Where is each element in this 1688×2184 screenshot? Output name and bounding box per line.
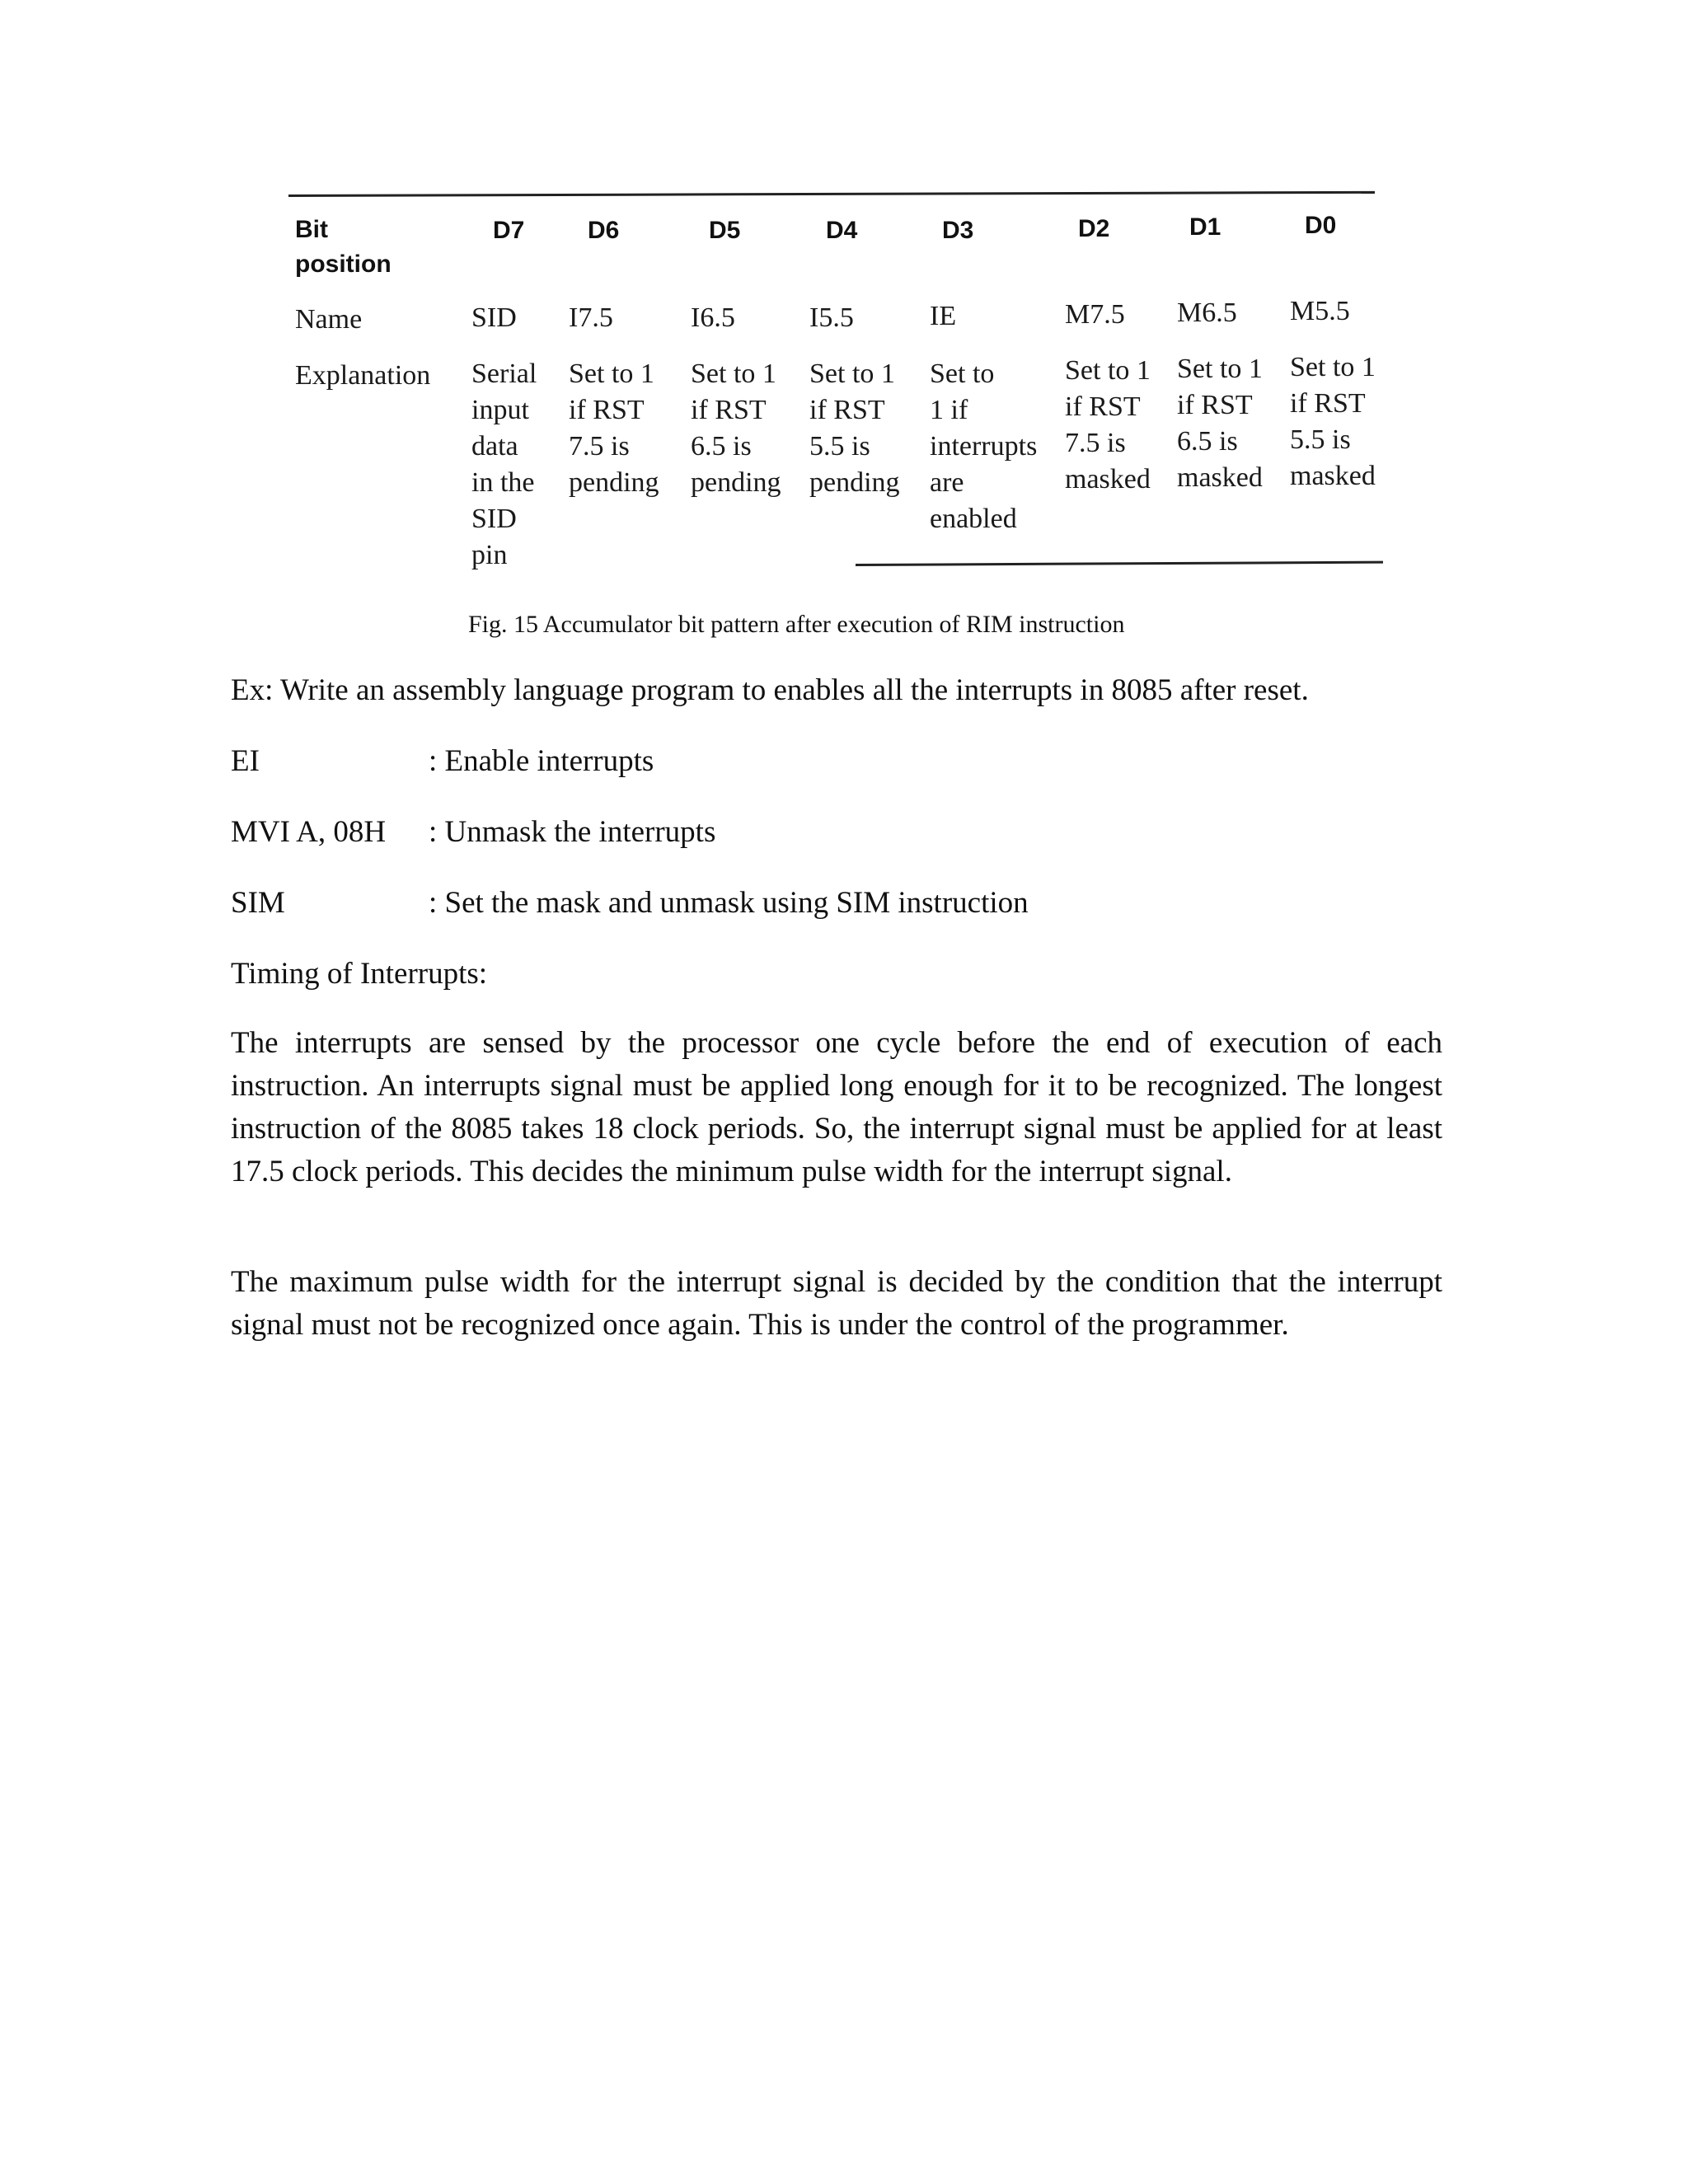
instruction-comment: : Set the mask and unmask using SIM instruction	[429, 886, 1029, 920]
timing-paragraph-2: The maximum pulse width for the interrupt signal is decided by the condition that the interrupt signal must not be recognized once again. This is under the control of the programmer.	[231, 1265, 1442, 1342]
explanation-d1: Set to 1 if RST 6.5 is masked	[1177, 354, 1263, 493]
explanation-d5: Set to 1 if RST 6.5 is pending	[691, 359, 781, 498]
rim-bit-pattern-figure	[288, 188, 1385, 583]
header-d7: D7	[493, 217, 525, 244]
instruction-opcode: EI	[231, 744, 260, 778]
explanation-d6: Set to 1 if RST 7.5 is pending	[569, 359, 659, 498]
explanation-d4: Set to 1 if RST 5.5 is pending	[809, 359, 900, 498]
header-d1: D1	[1189, 213, 1221, 241]
figure-caption: Fig. 15 Accumulator bit pattern after execution of RIM instruction	[468, 611, 1125, 638]
instruction-opcode: SIM	[231, 886, 285, 920]
name-d6: I7.5	[569, 302, 613, 333]
instruction-opcode: MVI A, 08H	[231, 815, 387, 849]
name-d5: I6.5	[691, 302, 735, 333]
header-d2: D2	[1078, 215, 1110, 242]
explanation-d7: Serial input data in the SID pin	[471, 359, 537, 570]
section-heading-timing: Timing of Interrupts:	[231, 957, 488, 991]
example-question: Ex: Write an assembly language program to enables all the interrupts in 8085 after reset.	[231, 673, 1309, 707]
header-d5: D5	[709, 217, 741, 244]
table-bottom-rule	[856, 561, 1383, 566]
name-d3: IE	[930, 301, 957, 331]
instruction-comment: : Unmask the interrupts	[429, 815, 716, 849]
name-d2: M7.5	[1065, 299, 1125, 330]
explanation-d2: Set to 1 if RST 7.5 is masked	[1065, 355, 1151, 494]
header-d6: D6	[588, 217, 620, 244]
name-d0: M5.5	[1290, 296, 1350, 326]
name-d4: I5.5	[809, 302, 854, 333]
header-d0: D0	[1305, 212, 1337, 239]
timing-paragraph-1: The interrupts are sensed by the processor one cycle before the end of execution of each instruction. An interrupts signal must be applied long enough for it to be recognized. The longest instruction of the 8085 takes 18 clock periods. So, the interrupt signal must be applied for at least 17.5 clock periods. This decides the minimum pulse width for the interrupt signal.	[231, 1026, 1442, 1188]
explanation-d0: Set to 1 if RST 5.5 is masked	[1290, 352, 1376, 491]
row-label-name: Name	[295, 304, 363, 335]
name-d7: SID	[471, 302, 517, 333]
row-label-explanation: Explanation	[295, 360, 431, 391]
table-top-rule	[288, 191, 1375, 197]
name-d1: M6.5	[1177, 298, 1237, 328]
header-d4: D4	[826, 217, 858, 244]
header-d3: D3	[942, 217, 974, 244]
instruction-comment: : Enable interrupts	[429, 744, 654, 778]
explanation-d3: Set to 1 if interrupts are enabled	[930, 359, 1038, 534]
header-bit-position: Bit position	[295, 216, 392, 278]
